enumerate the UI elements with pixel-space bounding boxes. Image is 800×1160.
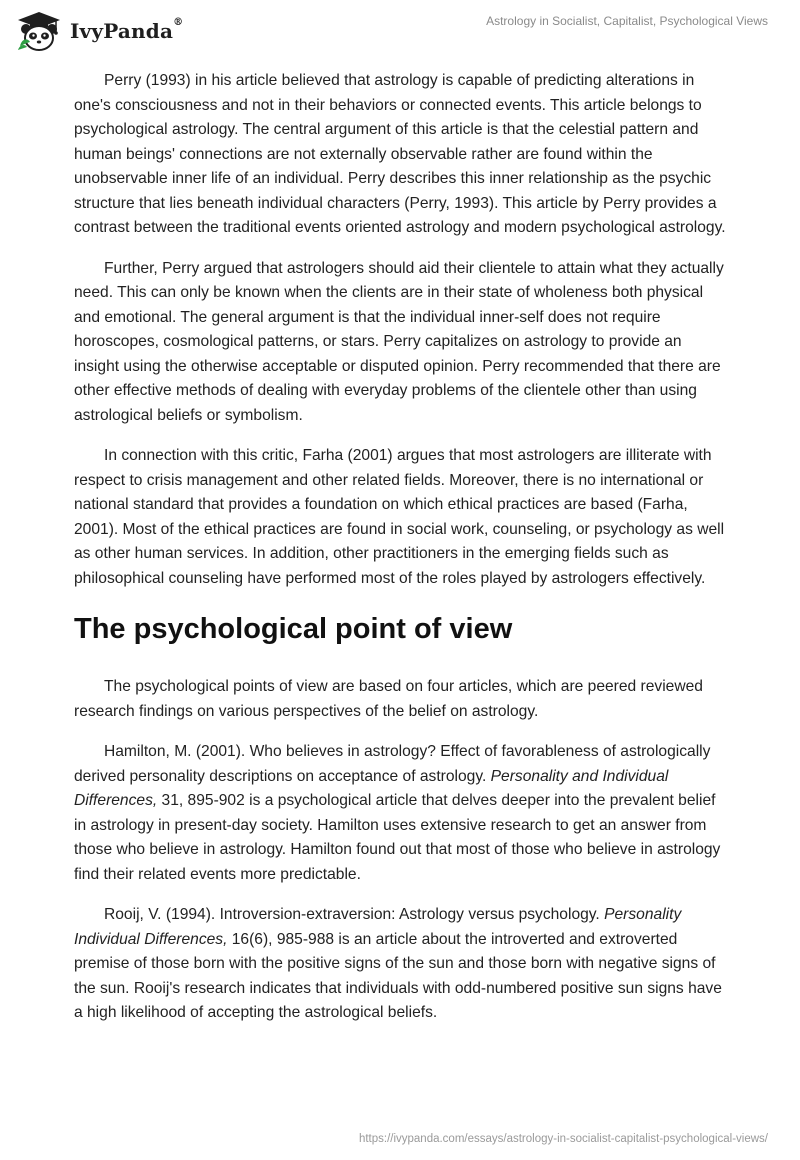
source-url[interactable]: https://ivypanda.com/essays/astrology-in-socialist-capitalist-psychological-views/ xyxy=(358,1133,768,1145)
document-title: Astrology in Socialist, Capitalist, Psychological Views xyxy=(486,14,768,28)
section-heading: The psychological point of view xyxy=(74,613,513,645)
ivypanda-logo[interactable] xyxy=(14,10,183,52)
paragraph-perry-1: Perry (1993) in his article believed that astrology is capable of predicting alterations in one's consciousness and not in their behaviors or connected events. This article belongs to psychological astrology. The central argument of this article is that the celestial pattern and human beings' connections are not externally observable rather are found within the unobservable inner life of an individual. Perry describes this inner relationship as the psychic structure that lies beneath individual characters (Perry, 1993). This article by Perry provides a contrast between the traditional events oriented astrology and modern psychological astrology. xyxy=(74,72,726,236)
hamilton-summary: 31, 895-902 is a psychological article that delves deeper into the prevalent belief in astrology in present-day society. Hamilton uses extensive research to get an answer from those who believe in astrology. Hamilton found out that most of those who believe in astrology find their related events more predictable. xyxy=(74,792,721,883)
paragraph-farha: In connection with this critic, Farha (2001) argues that most astrologers are illiterate with respect to crisis management and other related fields. Moreover, there is no international or national standard that provides a foundation on which ethical practices are based (Farha, 2001). Most of the ethical practices are found in social work, counseling, or psychology as well as other human services. In addition, other practitioners in the emerging fields such as philosophical counseling have performed most of the roles played by astrologers effectively. xyxy=(74,447,725,587)
paragraph-intro: The psychological points of view are based on four articles, which are peered reviewed research findings on various perspectives of the belief on astrology. xyxy=(74,678,703,720)
essay-body xyxy=(74,69,726,1042)
paragraph-rooij xyxy=(74,903,726,1026)
rooij-journal: Personality Individual Differences, xyxy=(74,906,682,948)
hamilton-citation: Hamilton, M. (2001). Who believes in astrology? Effect of favorableness of astrologically derived personality descriptions on acceptance of astrology. xyxy=(74,743,711,785)
paragraph-perry-2: Further, Perry argued that astrologers should aid their clientele to attain what they actually need. This can only be known when the clients are in their state of wholeness both physical and emotional. The general argument is that the individual inner-self does not require horoscopes, cosmological patterns, or stars. Perry capitalizes on astrology to provide an insight using the otherwise acceptable or disputed opinion. Perry recommended that there are other effective methods of dealing with everyday problems of the clientele other than using astrological beliefs or symbolism. xyxy=(74,259,724,424)
hamilton-journal: Personality and Individual Differences, xyxy=(74,767,669,809)
rooij-citation: Rooij, V. (1994). Introversion-extraversion: Astrology versus psychology. xyxy=(104,906,605,923)
brand-name: IvyPanda® xyxy=(70,17,184,43)
panda-graduate-icon xyxy=(14,10,64,52)
paragraph-hamilton xyxy=(74,740,726,887)
page-header xyxy=(0,0,800,70)
rooij-summary: 16(6), 985-988 is an article about the introverted and extroverted premise of those born with the positive signs of the sun and those born with negative signs of the sun. Rooij's research indicates that individuals with odd-numbered positive sun signs have a high likelihood of accepting the astrological beliefs. xyxy=(74,930,722,1021)
